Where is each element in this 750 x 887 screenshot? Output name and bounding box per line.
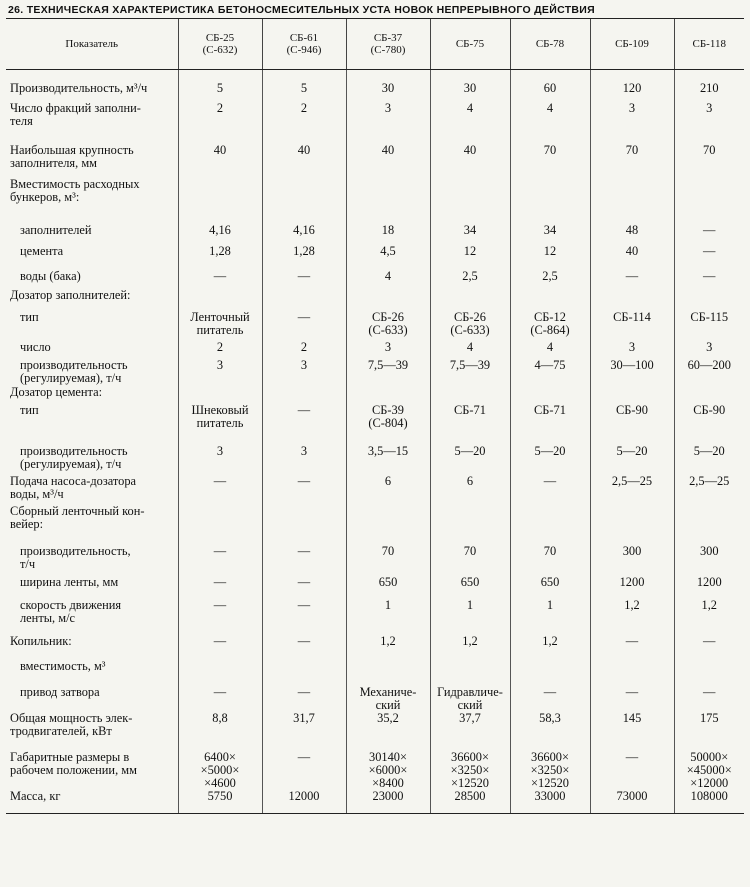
row-value: 1,28 [262, 242, 346, 269]
table-row [6, 242, 744, 269]
row-value [674, 178, 744, 215]
row-value: 34 [430, 215, 510, 242]
row-value [262, 657, 346, 683]
row-value: 3 [590, 341, 674, 359]
row-value [262, 289, 346, 311]
row-value: — [178, 573, 262, 599]
row-value: — [178, 599, 262, 631]
row-value: 70 [510, 533, 590, 573]
row-value: 1 [430, 599, 510, 631]
row-label: Общая мощность элек- тродвигателей, кВт [10, 710, 133, 738]
row-value: 60 [510, 70, 590, 97]
row-value: — [510, 683, 590, 712]
row-label: Масса, кг [6, 790, 178, 814]
row-value: — [674, 631, 744, 657]
table-row [6, 386, 744, 404]
row-value: 5 [178, 70, 262, 97]
row-value: 650 [510, 573, 590, 599]
row-label: производительность, т/ч [20, 543, 131, 571]
row-value: 5—20 [674, 438, 744, 475]
row-value: 2 [262, 97, 346, 134]
row-value: Гидравличе- ский [430, 683, 510, 712]
row-value: 3 [178, 359, 262, 386]
row-value [262, 503, 346, 533]
row-value [510, 289, 590, 311]
row-value [178, 289, 262, 311]
row-value: 70 [510, 134, 590, 178]
table-row [6, 573, 744, 599]
row-value: 4 [510, 97, 590, 134]
row-value [346, 657, 430, 683]
row-value: 145 [590, 712, 674, 748]
row-value: 1 [346, 599, 430, 631]
row-value: 70 [346, 533, 430, 573]
row-value: 37,7 [430, 712, 510, 748]
table-title: 26. ТЕХНИЧЕСКАЯ ХАРАКТЕРИСТИКА БЕТОНОСМЕСИТЕЛЬНЫХ УСТА НОВОК НЕПРЕРЫВНОГО ДЕЙСТВИЯ [8, 4, 595, 16]
row-value: 18 [346, 215, 430, 242]
row-value: 58,3 [510, 712, 590, 748]
row-value: 5 [262, 70, 346, 97]
row-label: Дозатор заполнителей: [10, 287, 131, 302]
row-value: 5750 [178, 790, 262, 814]
table-row [6, 215, 744, 242]
row-value: — [178, 475, 262, 503]
row-value: 6 [430, 475, 510, 503]
row-value: 40 [430, 134, 510, 178]
table-header-row [6, 19, 744, 70]
row-value: 8,8 [178, 712, 262, 748]
row-value: 35,2 [346, 712, 430, 748]
row-value: 210 [674, 70, 744, 97]
row-value [590, 289, 674, 311]
row-value: 5—20 [590, 438, 674, 475]
row-value: 1,2 [346, 631, 430, 657]
row-value: 31,7 [262, 712, 346, 748]
row-value [346, 178, 430, 215]
row-value: 40 [346, 134, 430, 178]
row-value: 6 [346, 475, 430, 503]
row-value: — [262, 599, 346, 631]
row-value: 175 [674, 712, 744, 748]
row-value [430, 178, 510, 215]
row-value [430, 657, 510, 683]
row-value: 12000 [262, 790, 346, 814]
row-value: СБ-12 (С-864) [510, 311, 590, 341]
row-value: 73000 [590, 790, 674, 814]
row-value: — [674, 242, 744, 269]
row-value: 70 [590, 134, 674, 178]
row-value: Механиче- ский [346, 683, 430, 712]
row-value [590, 657, 674, 683]
row-value: — [262, 683, 346, 712]
row-value: 3 [674, 341, 744, 359]
row-value: 33000 [510, 790, 590, 814]
row-value: СБ-114 [590, 311, 674, 341]
row-value: — [262, 404, 346, 438]
row-label: скорость движения ленты, м/с [20, 597, 122, 625]
row-value: — [262, 573, 346, 599]
table-row [6, 790, 744, 814]
row-value [590, 386, 674, 404]
row-value: — [178, 683, 262, 712]
row-value: СБ-115 [674, 311, 744, 341]
row-value: — [674, 269, 744, 289]
row-label: тип [20, 402, 39, 417]
row-value [674, 503, 744, 533]
row-value [262, 178, 346, 215]
row-label: вместимость, м³ [20, 658, 106, 673]
row-value: 30 [430, 70, 510, 97]
row-label: цемента [20, 243, 64, 258]
row-value: 3 [346, 97, 430, 134]
row-value: 1,2 [430, 631, 510, 657]
row-value: 650 [346, 573, 430, 599]
row-value: — [590, 683, 674, 712]
row-label: Вместимость расходных бункеров, м³: [10, 176, 140, 204]
row-value: 1200 [590, 573, 674, 599]
row-value: 2,5 [430, 269, 510, 289]
row-value: 40 [178, 134, 262, 178]
row-value: 2 [178, 341, 262, 359]
row-value: — [262, 631, 346, 657]
row-value: 2,5—25 [590, 475, 674, 503]
row-value [510, 386, 590, 404]
row-value: 7,5—39 [430, 359, 510, 386]
row-value [590, 178, 674, 215]
row-value [346, 289, 430, 311]
table-row [6, 404, 744, 438]
row-value: — [178, 269, 262, 289]
row-label: воды (бака) [20, 268, 81, 283]
row-value: 1200 [674, 573, 744, 599]
row-value: 1,2 [674, 599, 744, 631]
row-value: — [590, 748, 674, 790]
row-value: 30140× ×6000× ×8400 [346, 748, 430, 790]
row-value: 36600× ×3250× ×12520 [430, 748, 510, 790]
row-value [178, 386, 262, 404]
row-value: 23000 [346, 790, 430, 814]
row-value: — [510, 475, 590, 503]
row-value: — [262, 269, 346, 289]
row-value: 650 [430, 573, 510, 599]
table-row [6, 178, 744, 215]
row-value: 4,16 [178, 215, 262, 242]
row-value: — [674, 683, 744, 712]
row-value: СБ-26 (С-633) [346, 311, 430, 341]
table-row [6, 599, 744, 631]
row-value: — [262, 475, 346, 503]
table-row [6, 289, 744, 311]
row-value: 1,28 [178, 242, 262, 269]
row-value: 7,5—39 [346, 359, 430, 386]
row-label: производительность (регулируемая), т/ч [20, 443, 128, 471]
row-value: 4 [510, 341, 590, 359]
row-value: — [262, 311, 346, 341]
row-value: — [590, 631, 674, 657]
header-model: СБ-78 [510, 19, 590, 70]
row-value: 60—200 [674, 359, 744, 386]
table-row [6, 503, 744, 533]
row-value: 300 [674, 533, 744, 573]
row-value [430, 386, 510, 404]
row-value [510, 503, 590, 533]
row-value: 1 [510, 599, 590, 631]
row-value: 12 [430, 242, 510, 269]
spec-table [6, 18, 744, 814]
table-row [6, 438, 744, 475]
row-value: 2,5 [510, 269, 590, 289]
row-value: 2,5—25 [674, 475, 744, 503]
row-value: 3 [262, 438, 346, 475]
row-value: — [590, 269, 674, 289]
row-value: 4—75 [510, 359, 590, 386]
row-value: СБ-90 [590, 404, 674, 438]
table-row [6, 657, 744, 683]
row-value: 4 [430, 341, 510, 359]
row-value: — [674, 215, 744, 242]
row-value: 6400× ×5000× ×4600 [178, 748, 262, 790]
row-label: Наибольшая крупность заполнителя, мм [10, 142, 134, 170]
row-value: 4 [430, 97, 510, 134]
row-value: 30 [346, 70, 430, 97]
row-label: заполнителей [20, 222, 92, 237]
row-label: производительность (регулируемая), т/ч [20, 357, 128, 385]
header-model: СБ-37 (С-780) [346, 19, 430, 70]
table-row [6, 748, 744, 790]
row-value: 2 [262, 341, 346, 359]
row-value: 3 [178, 438, 262, 475]
row-value: 1,2 [590, 599, 674, 631]
row-value [674, 657, 744, 683]
row-value: 120 [590, 70, 674, 97]
row-label: Число фракций заполни- теля [10, 100, 141, 128]
row-value: 34 [510, 215, 590, 242]
row-label: Дозатор цемента: [10, 384, 103, 399]
row-value [590, 503, 674, 533]
row-value: 3 [262, 359, 346, 386]
row-value [346, 503, 430, 533]
row-value: Ленточный питатель [178, 311, 262, 341]
row-value: СБ-71 [510, 404, 590, 438]
table-row [6, 134, 744, 178]
row-label: тип [20, 309, 39, 324]
row-value: 1,2 [510, 631, 590, 657]
row-value: СБ-90 [674, 404, 744, 438]
header-model: СБ-75 [430, 19, 510, 70]
header-model: СБ-25 (С-632) [178, 19, 262, 70]
row-label: ширина ленты, мм [20, 574, 119, 589]
row-label: Копильник: [10, 633, 72, 648]
row-value [346, 386, 430, 404]
row-value: 2 [178, 97, 262, 134]
row-value [430, 503, 510, 533]
row-value: 12 [510, 242, 590, 269]
row-value: 3 [346, 341, 430, 359]
table-row [6, 712, 744, 748]
row-value: 48 [590, 215, 674, 242]
row-value: 28500 [430, 790, 510, 814]
row-value: 300 [590, 533, 674, 573]
row-value [674, 386, 744, 404]
table-row [6, 533, 744, 573]
row-value [510, 178, 590, 215]
row-value: Шнековый питатель [178, 404, 262, 438]
row-label: Производительность, м³/ч [10, 81, 148, 95]
header-model: СБ-118 [674, 19, 744, 70]
table-row [6, 683, 744, 712]
header-model: СБ-61 (С-946) [262, 19, 346, 70]
row-value [510, 657, 590, 683]
row-label: привод затвора [20, 684, 100, 699]
row-value: — [262, 533, 346, 573]
row-value: 40 [262, 134, 346, 178]
row-label: число [20, 339, 51, 354]
row-value: — [178, 631, 262, 657]
row-label: Габаритные размеры в рабочем положении, мм [10, 749, 137, 777]
row-value: — [178, 533, 262, 573]
header-model: СБ-109 [590, 19, 674, 70]
row-value [262, 386, 346, 404]
table-row [6, 269, 744, 289]
row-value: 5—20 [430, 438, 510, 475]
row-label: Подача насоса-дозатора воды, м³/ч [10, 473, 137, 501]
header-param: Показатель [6, 19, 178, 70]
row-value: — [262, 748, 346, 790]
row-value: 108000 [674, 790, 744, 814]
table-row [6, 70, 744, 97]
table-row [6, 341, 744, 359]
row-value [430, 289, 510, 311]
row-value: СБ-39 (С-804) [346, 404, 430, 438]
table-row [6, 311, 744, 341]
row-value: 70 [430, 533, 510, 573]
row-value: 40 [590, 242, 674, 269]
row-value: 3,5—15 [346, 438, 430, 475]
row-value: 4,16 [262, 215, 346, 242]
row-value [178, 178, 262, 215]
table-body [6, 70, 744, 814]
row-value: СБ-71 [430, 404, 510, 438]
row-label: Сборный ленточный кон- вейер: [10, 503, 145, 531]
table-row [6, 475, 744, 503]
row-value [674, 289, 744, 311]
table-row [6, 631, 744, 657]
row-value: 3 [590, 97, 674, 134]
table-row [6, 359, 744, 386]
row-value: 70 [674, 134, 744, 178]
row-value: СБ-26 (С-633) [430, 311, 510, 341]
row-value: 3 [674, 97, 744, 134]
row-value: 4 [346, 269, 430, 289]
row-value: 5—20 [510, 438, 590, 475]
row-value [178, 657, 262, 683]
row-value: 4,5 [346, 242, 430, 269]
table-row [6, 97, 744, 134]
row-value: 36600× ×3250× ×12520 [510, 748, 590, 790]
row-value: 30—100 [590, 359, 674, 386]
row-value: 50000× ×45000× ×12000 [674, 748, 744, 790]
row-value [178, 503, 262, 533]
